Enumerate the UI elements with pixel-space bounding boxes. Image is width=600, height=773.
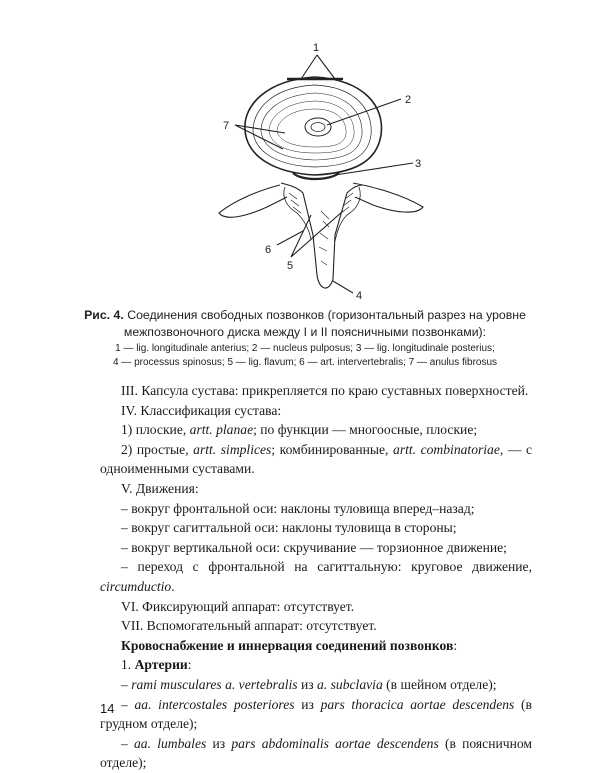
caption-legend-line1: 1 — lig. longitudinale anterius; 2 — nucleus pulposus; 3 — lig. longitudinale posterius; [115, 343, 495, 354]
body-text [100, 381, 532, 773]
vertebra-figure [205, 35, 445, 305]
artery-item-2: – aa. intercostales posteriores из pars thoracica aortae descendens (в грудном отделе); [100, 696, 532, 732]
blood-supply-heading: Кровоснабжение и иннервация соединений позвонков: [121, 637, 458, 653]
classification-heading: IV. Классификация сустава: [121, 402, 282, 418]
label-4: 4 [356, 290, 363, 302]
label-6: 6 [265, 244, 272, 256]
arteries-heading: 1. Артерии: [121, 657, 192, 673]
classification-item-2: 2) простые, artt. simplices; комбинированные, artt. combinatoriae, — с одноименными суставами. [100, 441, 533, 477]
caption-legend-line2: 4 — processus spinosus; 5 — lig. flavum; 6 — art. intervertebralis; 7 — anulus fibrosus [112, 357, 498, 368]
movement-circumduction: – переход с фронтальной на сагиттальную: круговое движение, circumductio. [100, 559, 532, 594]
vertebra-illustration [205, 35, 445, 305]
movements-heading: V. Движения: [121, 480, 199, 496]
figure-number: Рис. 4. [84, 308, 124, 322]
fixing-apparatus: VI. Фиксирующий аппарат: отсутствует. [121, 598, 355, 614]
figure-caption [70, 307, 540, 370]
caption-title-line1: Соединения свободных позвонков (горизонтальный разрез на уровне [127, 308, 526, 322]
label-1: 1 [313, 42, 320, 54]
movement-vertical: – вокруг вертикальной оси: скручивание — торзионное движение; [121, 539, 507, 555]
movement-frontal: – вокруг фронтальной оси: наклоны туловища вперед–назад; [121, 500, 475, 516]
label-5: 5 [287, 260, 294, 272]
caption-title-line2: межпозвоночного диска между I и II поясничными позвонками): [123, 325, 487, 339]
artery-item-3: – aa. lumbales из pars abdominalis aortae descendens (в поясничном отделе); [100, 735, 532, 771]
capsule-paragraph: III. Капсула сустава: прикрепляется по краю суставных поверхностей. [121, 383, 529, 398]
classification-item-1: 1) плоские, artt. planae; по функции — многоосные, плоские; [121, 422, 478, 438]
auxiliary-apparatus: VII. Вспомогательный аппарат: отсутствует. [121, 618, 377, 634]
label-2: 2 [405, 94, 412, 106]
label-7: 7 [223, 120, 230, 132]
page-number: 14 [100, 701, 115, 716]
movement-sagittal: – вокруг сагиттальной оси: наклоны туловища в стороны; [121, 520, 457, 536]
artery-item-1: – rami musculares a. vertebralis из a. subclavia (в шейном отделе); [121, 676, 497, 692]
label-3: 3 [415, 158, 422, 170]
